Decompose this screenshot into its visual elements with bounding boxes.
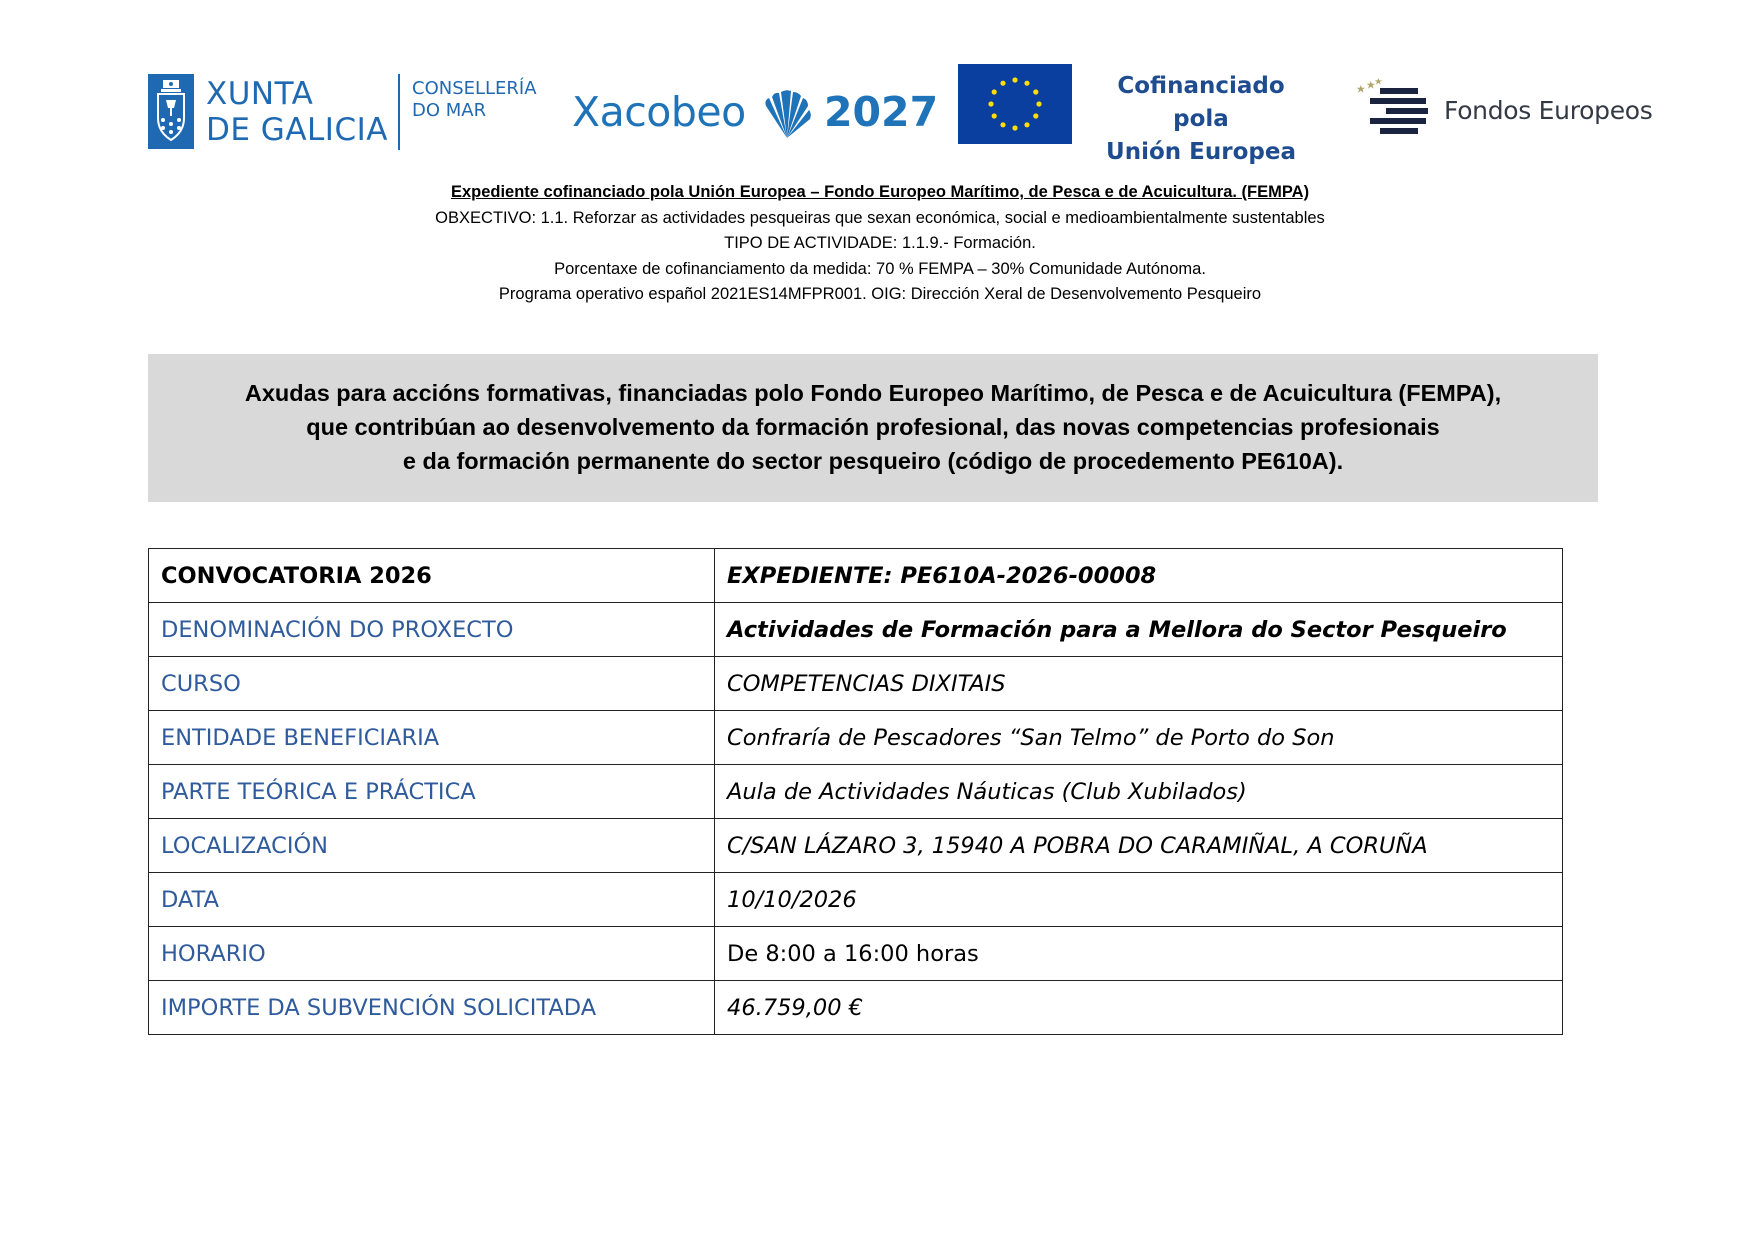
fondos-europeos-icon bbox=[1356, 78, 1432, 142]
table-row-entidade bbox=[149, 711, 1563, 765]
importe-value: 46.759,00 € bbox=[715, 981, 1563, 1035]
fondos-europeos-logo bbox=[1356, 78, 1656, 144]
funding-line-programa: Programa operativo español 2021ES14MFPR001. OIG: Dirección Xeral de Desenvolvemento Pesqueiro bbox=[498, 285, 1262, 303]
denominacion-label: DENOMINACIÓN DO PROXECTO bbox=[149, 603, 715, 657]
entidade-value: Confraría de Pescadores “San Telmo” de Porto do Son bbox=[715, 711, 1563, 765]
eu-cofinanced-text bbox=[1086, 70, 1316, 169]
galicia-coat-of-arms-icon bbox=[148, 74, 194, 149]
parte-label: PARTE TEÓRICA E PRÁCTICA bbox=[149, 765, 715, 819]
xunta-de-galicia-logo bbox=[148, 74, 540, 150]
horario-label: HORARIO bbox=[149, 927, 715, 981]
curso-value: COMPETENCIAS DIXITAIS bbox=[715, 657, 1563, 711]
eu-cofinanced-logo bbox=[958, 64, 1318, 165]
table-row-horario bbox=[149, 927, 1563, 981]
scallop-shell-icon bbox=[760, 88, 814, 140]
curso-label: CURSO bbox=[149, 657, 715, 711]
table-row-curso bbox=[149, 657, 1563, 711]
expediente-value: EXPEDIENTE: PE610A-2026-00008 bbox=[715, 549, 1563, 603]
funding-line-porcentaxe: Porcentaxe de cofinanciamento da medida: 70 % FEMPA – 30% Comunidade Autónoma. bbox=[554, 259, 1206, 278]
aid-title-line1: Axudas para accións formativas, financiadas polo Fondo Europeo Marítimo, de Pesca e de Acuicultura (FEMPA), bbox=[244, 380, 1502, 406]
xacobeo-year: 2027 bbox=[824, 88, 939, 136]
eu-line2: Unión Europea bbox=[1106, 139, 1296, 165]
aid-title-line2: que contribúan ao desenvolvemento da formación profesional, das novas competencias profesionais bbox=[306, 414, 1440, 440]
conselleria-line2: DO MAR bbox=[412, 100, 487, 121]
xunta-separator bbox=[398, 74, 400, 150]
table-row-parte bbox=[149, 765, 1563, 819]
data-label: DATA bbox=[149, 873, 715, 927]
logo-header bbox=[0, 0, 1755, 170]
localizacion-label: LOCALIZACIÓN bbox=[149, 819, 715, 873]
parte-value: Aula de Actividades Náuticas (Club Xubilados) bbox=[715, 765, 1563, 819]
funding-line-obxectivo: OBXECTIVO: 1.1. Reforzar as actividades pesqueiras que sexan económica, social e medioambientalmente sustentables bbox=[435, 208, 1325, 227]
aid-title bbox=[148, 376, 1598, 478]
conselleria-line1: CONSELLERÍA bbox=[412, 78, 537, 99]
table-row-data bbox=[149, 873, 1563, 927]
fondos-europeos-text: Fondos Europeos bbox=[1444, 96, 1653, 125]
horario-value: De 8:00 a 16:00 horas bbox=[715, 927, 1563, 981]
conselleria-name bbox=[412, 78, 537, 122]
denominacion-value: Actividades de Formación para a Mellora do Sector Pesqueiro bbox=[715, 603, 1563, 657]
eu-flag-icon bbox=[958, 64, 1072, 144]
xacobeo-logo bbox=[572, 84, 939, 144]
funding-line-tipo: TIPO DE ACTIVIDADE: 1.1.9.- Formación. bbox=[724, 234, 1036, 252]
funding-statement bbox=[150, 180, 1610, 308]
funding-line-expediente: Expediente cofinanciado pola Unión Europea – Fondo Europeo Marítimo, de Pesca e de Acuicultura. (FEMPA) bbox=[450, 183, 1310, 201]
aid-title-line3: e da formación permanente do sector pesqueiro (código de procedemento PE610A). bbox=[402, 448, 1344, 474]
data-value: 10/10/2026 bbox=[715, 873, 1563, 927]
convocatoria-label: CONVOCATORIA 2026 bbox=[149, 549, 715, 603]
project-details-table bbox=[148, 548, 1563, 1035]
xunta-line1: XUNTA bbox=[206, 76, 314, 112]
table-row-importe bbox=[149, 981, 1563, 1035]
table-row-denominacion bbox=[149, 603, 1563, 657]
aid-title-box bbox=[148, 354, 1598, 502]
xacobeo-word: Xacobeo bbox=[572, 88, 746, 136]
table-row-localizacion bbox=[149, 819, 1563, 873]
entidade-label: ENTIDADE BENEFICIARIA bbox=[149, 711, 715, 765]
xunta-name bbox=[206, 76, 388, 148]
localizacion-value: C/SAN LÁZARO 3, 15940 A POBRA DO CARAMIÑAL, A CORUÑA bbox=[715, 819, 1563, 873]
table-row-convocatoria bbox=[149, 549, 1563, 603]
xunta-line2: DE GALICIA bbox=[206, 112, 388, 148]
importe-label: IMPORTE DA SUBVENCIÓN SOLICITADA bbox=[149, 981, 715, 1035]
eu-line1: Cofinanciado pola bbox=[1117, 73, 1285, 132]
